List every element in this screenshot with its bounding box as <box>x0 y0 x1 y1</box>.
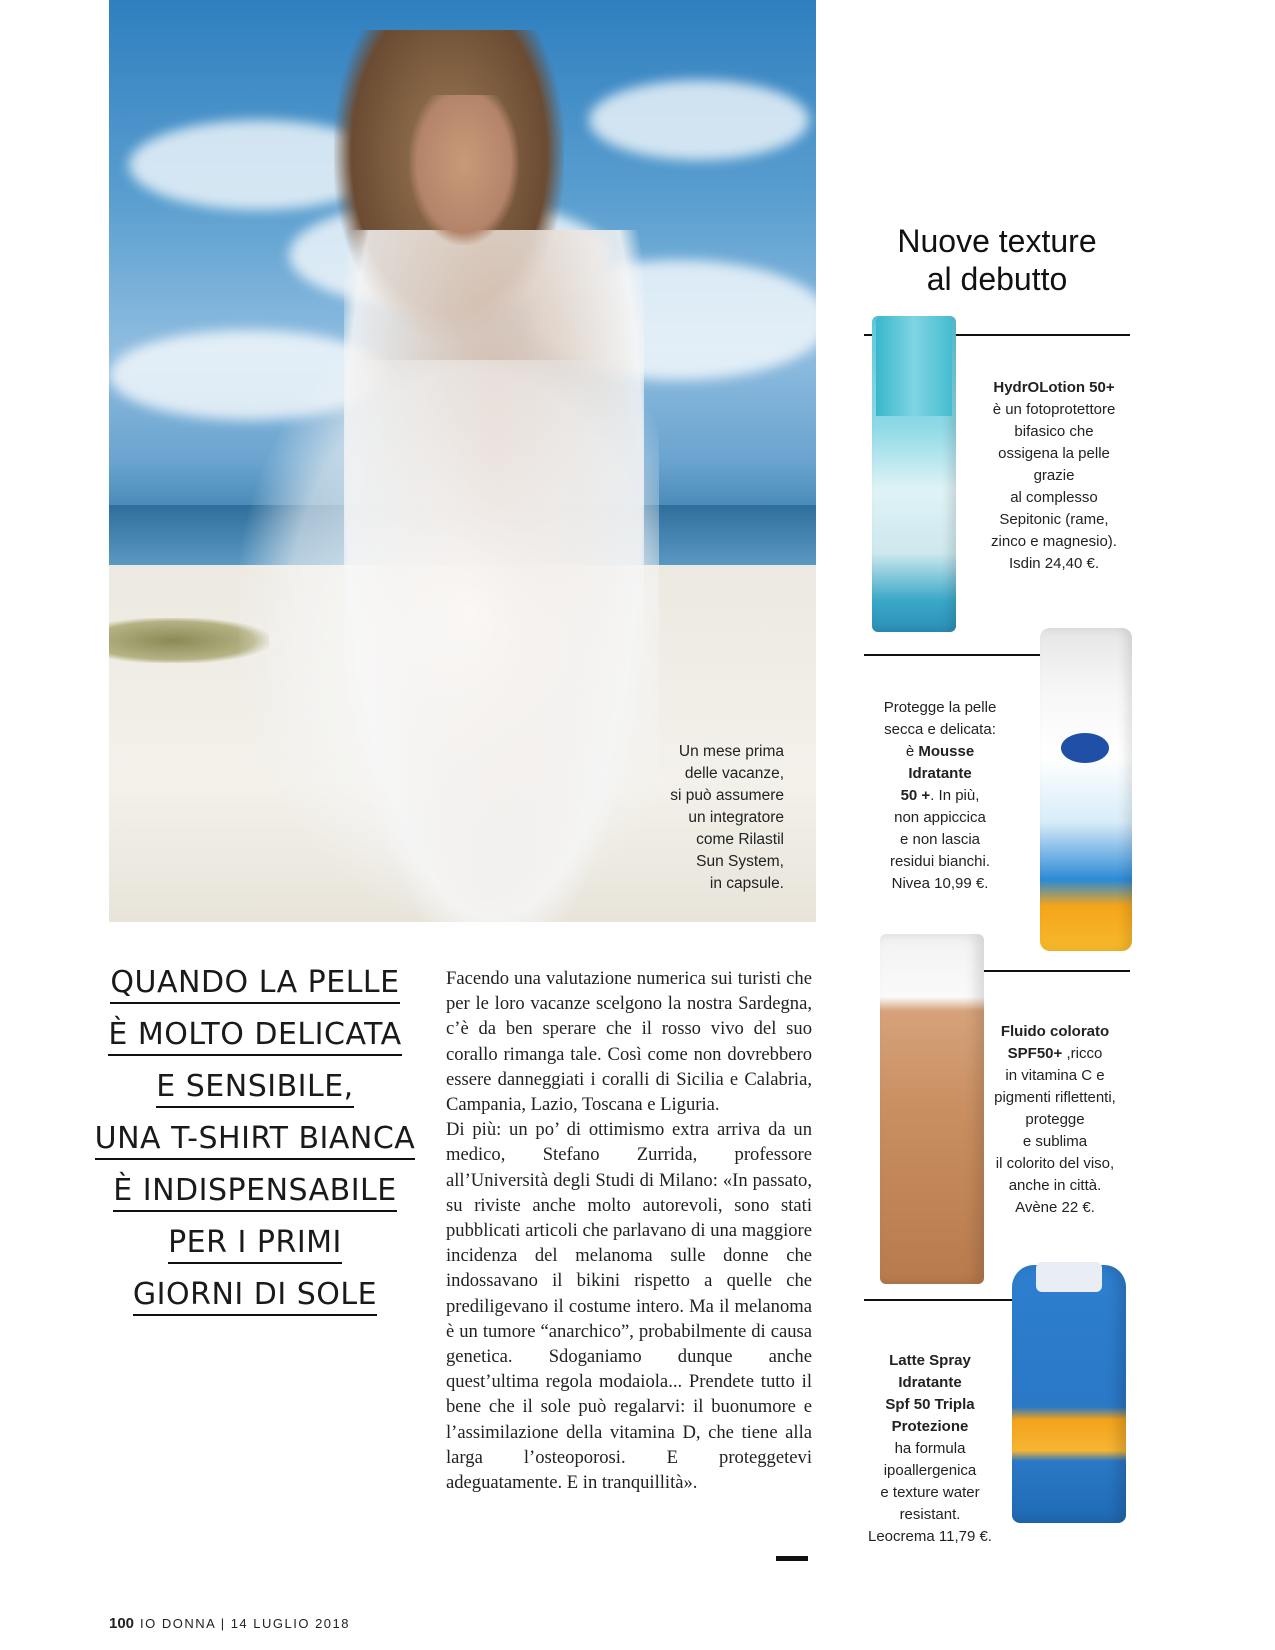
body-paragraph: Facendo una valutazione numerica sui turisti che per le loro vacanze scelgono la nostra Sardegna, c’è da ben sperare che il rosso vivo del suo corallo rimanga tale. Così come non dovrebbero essere danneggiati i coralli di Sicilia e Calabria, Campania, Lazio, Toscana e Liguria. <box>446 968 812 1116</box>
photo-caption: Un mese prima delle vacanze, si può assumere un integratore come Rilastil Sun System, in capsule. <box>670 743 784 892</box>
sidebar-title: Nuove texture al debutto <box>897 223 1097 297</box>
product-name: Mousse <box>918 743 975 760</box>
product-name: Fluido colorato <box>1000 1023 1110 1040</box>
article-body <box>446 966 812 1495</box>
page-number: 100 <box>109 1615 135 1632</box>
divider <box>864 654 1044 656</box>
headline-line: È MOLTO DELICATA <box>108 1016 401 1056</box>
headline-line: UNA T-SHIRT BIANCA <box>95 1120 416 1160</box>
page-footer <box>109 1615 350 1632</box>
headline-line: PER I PRIMI <box>168 1224 342 1264</box>
product-isdin-text: HydrOLotion 50+ è un fotoprotettore bifasico che ossigena la pelle grazie al complesso Sepitonic (rame, zinco e magnesio). Isdin 24,40 €. <box>991 379 1117 572</box>
headline-line: GIORNI DI SOLE <box>133 1276 377 1316</box>
divider <box>864 1299 1016 1301</box>
avene-bottle-image <box>880 934 984 1284</box>
product-avene-text: Fluido colorato SPF50+ ,ricco in vitamina C e pigmenti riflettenti, protegge e sublima il colorito del viso, anche in città. Avène 22 €. <box>994 1023 1116 1216</box>
nivea-can-image <box>1040 628 1132 951</box>
product-name: HydrOLotion 50+ <box>993 379 1115 396</box>
nivea-logo <box>1061 733 1109 763</box>
hero-photo <box>109 0 816 922</box>
leocrema-bottle-cap <box>1036 1262 1102 1292</box>
leocrema-bottle-image <box>1012 1265 1126 1523</box>
product-leocrema-text: Latte Spray Idratante Spf 50 Tripla Protezione ha formula ipoallergenica e texture water resistant. Leocrema 11,79 €. <box>868 1352 992 1545</box>
end-of-article-mark <box>776 1556 808 1561</box>
product-nivea-text: Protegge la pelle secca e delicata: è Mousse Idratante 50 +. In più, non appiccica e non lascia residui bianchi. Nivea 10,99 €. <box>883 699 997 892</box>
headline-line: È INDISPENSABILE <box>113 1172 396 1212</box>
publication-info: IO DONNA | 14 LUGLIO 2018 <box>140 1616 350 1631</box>
isdin-bottle-top <box>876 316 952 416</box>
divider <box>978 970 1130 972</box>
headline-line: QUANDO LA PELLE <box>110 964 399 1004</box>
model-face <box>409 95 519 245</box>
body-paragraph: Di più: un po’ di ottimismo extra arriva da un medico, Stefano Zurrida, professore all’Università degli Studi di Milano: «In passato, su riviste anche molto autorevoli, sono stati pubblicati articoli che parlavano di una maggiore incidenza del melanoma sulle donne che indossavano il bikini rispetto a quelle che prediligevano il costume intero. Ma il melanoma è un tumore “anarchico”, probabilmente di causa genetica. Sdoganiamo dunque anche quest’ultima regola modaiola... Prendete tutto il bene che il sole può regalarvi: il buonumore e l’assimilazione della vitamina D, che tiene alla larga l’osteoporosi. E proteggetevi adeguatamente. E in tranquillità». <box>446 1119 812 1494</box>
pull-quote-headline <box>90 960 420 1324</box>
product-name: Latte Spray <box>889 1352 971 1369</box>
headline-line: E SENSIBILE, <box>156 1068 353 1108</box>
